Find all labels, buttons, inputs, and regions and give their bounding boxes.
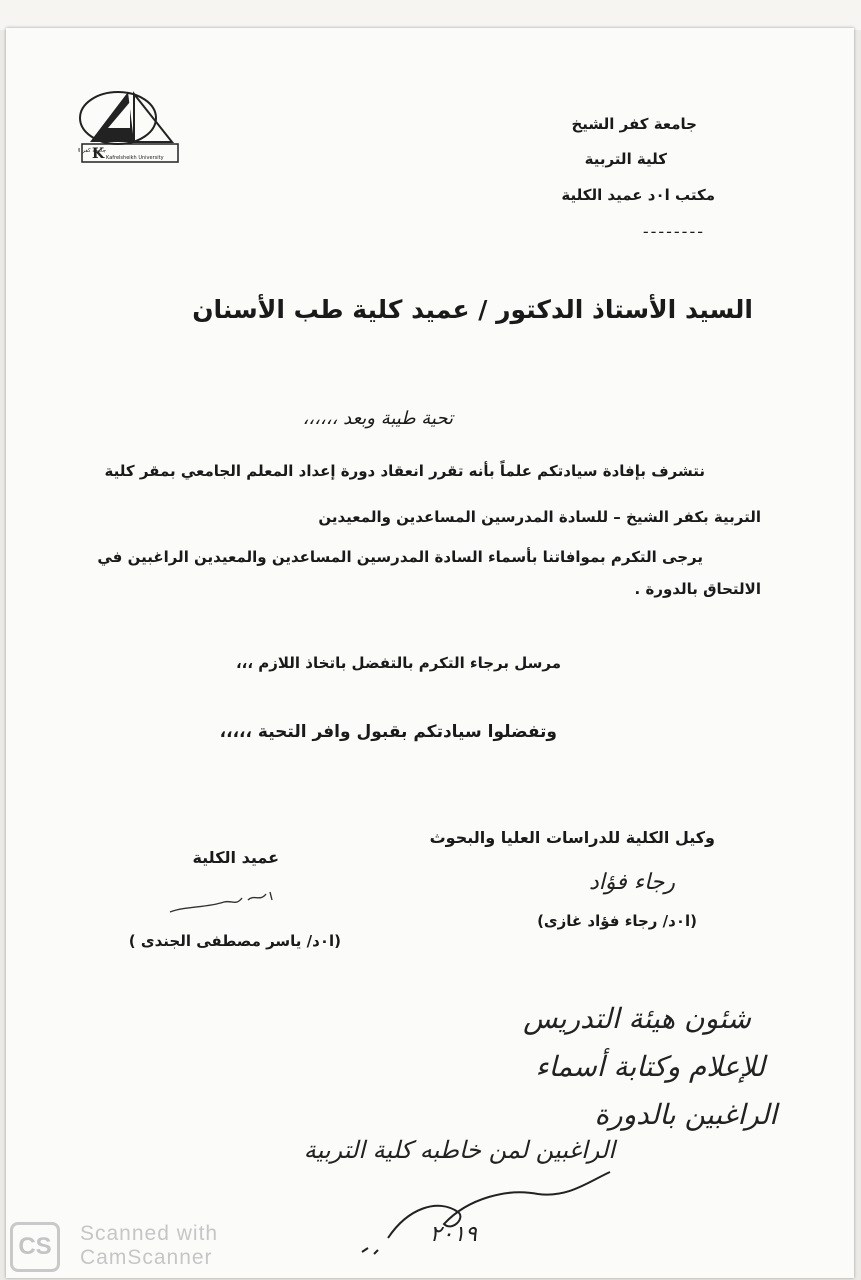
- camscanner-watermark: [6, 1218, 236, 1276]
- camscanner-text: [80, 1222, 218, 1270]
- header-office: مكتب ا٠د عميد الكلية: [561, 186, 715, 204]
- logo-text-ar: جامعة كفر ا: [78, 148, 106, 154]
- watermark-line-2: CamScanner: [80, 1246, 213, 1269]
- watermark-line-1: Scanned with: [80, 1222, 219, 1245]
- paragraph-2-line-1: يرجى التكرم بموافاتنا بأسماء السادة المدرسين المساعدين والمعيدين الراغبين في: [97, 548, 703, 566]
- paragraph-1-line-2: التربية بكفر الشيخ – للسادة المدرسين المساعدين والمعيدين: [318, 508, 761, 526]
- logo-letter: K: [92, 146, 105, 162]
- camscanner-badge-icon: CS: [10, 1222, 60, 1272]
- university-logo: [78, 88, 182, 166]
- greeting: تحية طيبة وبعد ،،،،،،: [302, 408, 453, 429]
- logo-text-en: Kafrelsheikh University: [106, 155, 164, 161]
- signature-left-scribble: [166, 886, 276, 924]
- signature-right-title: وكيل الكلية للدراسات العليا والبحوث: [429, 828, 715, 847]
- request-line: مرسل برجاء التكرم بالتفضل باتخاذ اللازم ،،،: [235, 654, 561, 672]
- paragraph-2-line-2: الالتحاق بالدورة .: [634, 580, 761, 598]
- closing-line: وتفضلوا سيادتكم بقبول وافر التحية ،،،،،: [219, 722, 557, 742]
- signature-right-handwritten: رجاء فؤاد: [588, 870, 675, 895]
- signature-left-name: (ا٠د/ ياسر مصطفى الجندى ): [128, 932, 341, 950]
- handwritten-date-scribble: [348, 1168, 628, 1268]
- signature-left-title: عميد الكلية: [192, 848, 279, 867]
- header-university: جامعة كفر الشيخ: [571, 115, 697, 133]
- addressee: السيد الأستاذ الدكتور / عميد كلية طب الأسنان: [192, 295, 753, 324]
- handwritten-note-line-1: شئون هيئة التدريس: [523, 1002, 751, 1035]
- handwritten-date: ٢٠١٩: [429, 1222, 477, 1247]
- signature-right-name: (ا٠د/ رجاء فؤاد غازى): [537, 912, 697, 930]
- header-separator: --------: [642, 222, 705, 241]
- handwritten-note-line-2: للإعلام وكتابة أسماء: [535, 1050, 765, 1083]
- header-faculty: كلية التربية: [584, 150, 667, 168]
- scan-top-band: [0, 0, 861, 30]
- handwritten-note-line-4: الراغبين لمن خاطبه كلية التربية: [303, 1136, 615, 1164]
- letter-page: [6, 28, 854, 1278]
- handwritten-note-line-3: الراغبين بالدورة: [594, 1098, 777, 1131]
- paragraph-1-line-1: نتشرف بإفادة سيادتكم علماً بأنه تقرر انعقاد دورة إعداد المعلم الجامعي بمقر كلية: [104, 462, 705, 480]
